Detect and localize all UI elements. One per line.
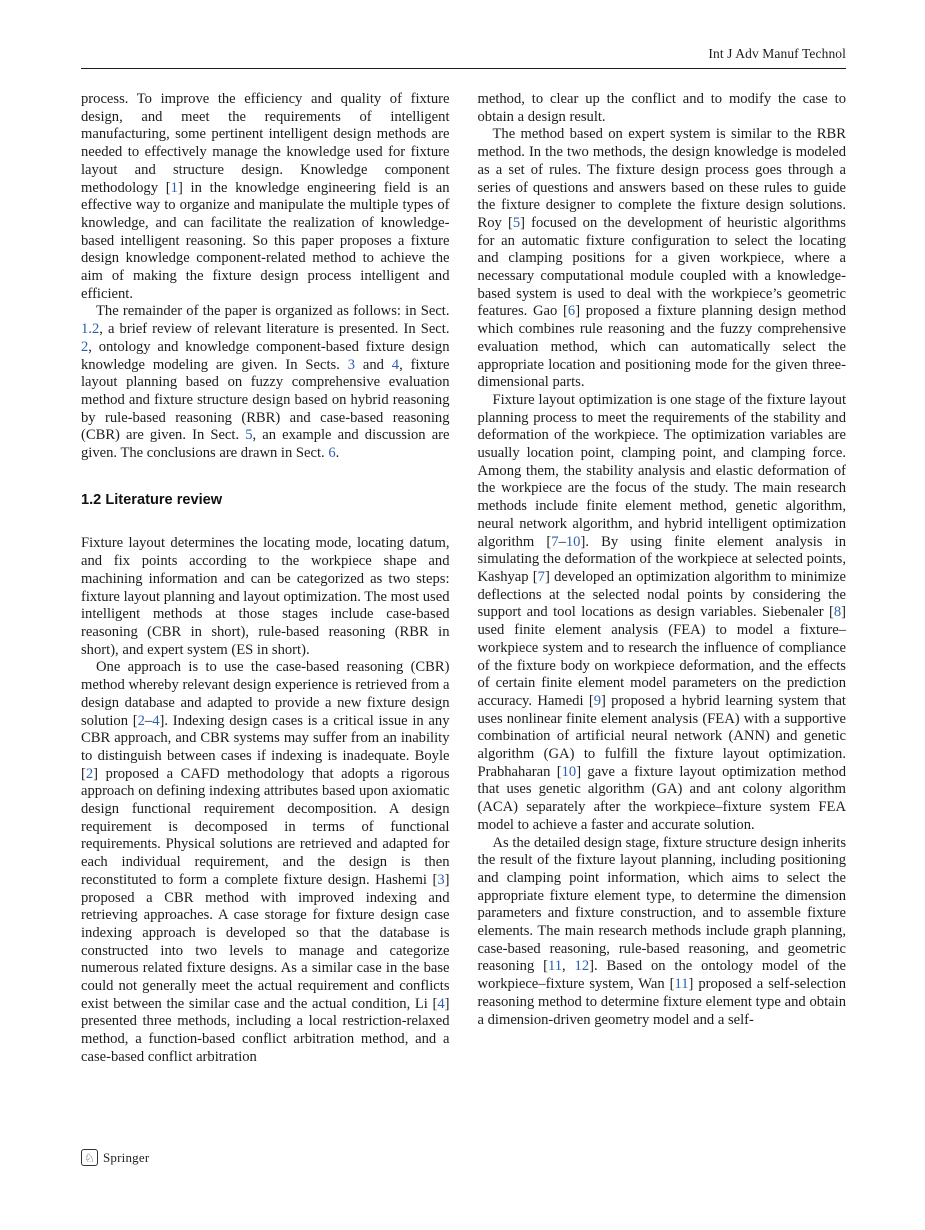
citation-link[interactable]: 7 (551, 533, 559, 550)
citation-link[interactable]: 10 (561, 763, 577, 780)
citation-link[interactable]: 5 (245, 427, 253, 444)
citation-link[interactable]: 11 (547, 958, 563, 975)
section-heading: 1.2 Literature review (81, 491, 223, 508)
paragraph: The method based on expert system is similar to the RBR method. In the two methods, the design knowledge is modeled as a set of rules. The fixture design process goes through a series of questions and answers based on these rules to guide the fixture designer to complete the fixture design solutions. Roy [5] focused on the development of heuristic algorithms for an automatic fixture configuration to select the locating and clamping positions for a given workpiece, where a necessary computational module coupled with a knowledge-based system is used to deal with the workpiece’s geometric features. Gao [6] proposed a fixture planning design method which combines rule reasoning and the fuzzy comprehensive evaluation method, which can automatically select the appropriate location and positioning mode for the given three-dimensional parts. (477, 126, 846, 391)
paragraph: The remainder of the paper is organized as follows: in Sect. 1.2, a brief review of relevant literature is presented. In Sect. 2, ontology and knowledge component-based fixture design knowledge modeling are given. In Sects. 3 and 4, fixture layout planning based on fuzzy comprehensive evaluation method and fixture structure design based on hybrid reasoning by rule-based reasoning (RBR) and case-based reasoning (CBR) are given. In Sect. 5, an example and discussion are given. The conclusions are drawn in Sect. 6. (81, 303, 450, 462)
citation-link[interactable]: 4 (391, 356, 400, 373)
citation-link[interactable]: 2 (81, 338, 89, 355)
citation-link[interactable]: 11 (674, 976, 689, 993)
citation-link[interactable]: 8 (833, 604, 842, 621)
page-footer (81, 1149, 149, 1166)
header-rule (81, 68, 846, 69)
citation-link[interactable]: 2 (85, 765, 94, 782)
citation-link[interactable]: 4 (152, 712, 160, 729)
paragraph: Fixture layout optimization is one stage of the fixture layout planning process to meet the requirements of the stability and deformation of the workpiece. The optimization variables are usually location point, clamping point, and clamping force. Among them, the stability analysis and elastic deformation of the workpiece are the focus of the study. The main research methods include finite element method, genetic algorithm, neural network algorithm, and hybrid intelligent optimization algorithm [7–10]. By using finite element analysis in simulating the deformation of the workpiece at selected points, Kashyap [7] developed an optimization algorithm to minimize deflections at the selected nodal points by considering the support and tool locations as design variables. Siebenaler [8] used finite element analysis (FEA) to model a fixture–workpiece system and to research the influence of compliance of the fixture body on workpiece deformation, and the effects of certain finite element model parameters on the prediction accuracy. Hamedi [9] proposed a hybrid learning system that uses nonlinear finite element analysis (FEA) with a supportive combination of artificial neural network (ANN) and genetic algorithm (GA) to fulfill the fixture layout optimization. Prabhaharan [10] gave a fixture layout optimization method that uses genetic algorithm (GA) and ant colony algorithm (ACA) separately after the workpiece–fixture system FEA model to achieve a faster and accurate solution. (477, 391, 846, 833)
citation-link[interactable]: 10 (565, 533, 581, 550)
publisher-name: Springer (103, 1149, 150, 1165)
citation-link[interactable]: 4 (437, 995, 445, 1012)
citation-link[interactable]: 2 (137, 712, 145, 729)
paragraph: One approach is to use the case-based reasoning (CBR) method whereby relevant design experience is retrieved from a design database and adapted to provide a new fixture design solution [2–4]. Indexing design cases is a critical issue in any CBR approach, and CBR systems may suffer from an inability to distinguish between cases if indexing is inadequate. Boyle [2] proposed a CAFD methodology that adopts a rigorous approach on defining indexing attributes based upon axiomatic design functional requirement decomposition. A design requirement is decomposed in terms of functional requirements. Physical solutions are retrieved and adapted for each individual requirement, and the design is then reconstituted to form a complete fixture design. Hashemi [3] proposed a CBR method with improved indexing and retrieving approaches. A case storage for fixture design case indexing approach is developed so that the database is constructed into two levels to manage and categorize numerous related fixture designs. As a similar case in the base could not generally meet the actual requirement and conflicts exist between the similar case and the actual condition, Li [4] presented three methods, including a local restriction-relaxed method, a function-based conflict arbitration method, and a case-based conflict arbitration (81, 659, 450, 1065)
page-header (81, 46, 846, 69)
right-column (478, 91, 847, 1067)
citation-link[interactable]: 1 (170, 179, 178, 196)
paragraph: method, to clear up the conflict and to modify the case to obtain a design result. (477, 91, 846, 125)
springer-logo-icon: ♘ (81, 1149, 98, 1166)
journal-title: Int J Adv Manuf Technol (708, 46, 846, 61)
citation-link[interactable]: 3 (347, 356, 356, 373)
citation-link[interactable]: 9 (593, 692, 601, 709)
left-column (81, 91, 450, 1067)
paragraph: As the detailed design stage, fixture structure design inherits the result of the fixture layout planning, including positioning and clamping point information, which aims to select the appropriate fixture element type, to determine the dimension parameters and fixture construction, and to assemble fixture elements. The main research methods include graph planning, case-based reasoning, rule-based reasoning, and geometric reasoning [11, 12]. Based on the ontology model of the workpiece–fixture system, Wan [11] proposed a self-selection reasoning method to determine fixture element type and obtain a dimension-driven geometry model and a self- (477, 834, 846, 1028)
citation-link[interactable]: 6 (328, 445, 336, 462)
citation-link[interactable]: 7 (537, 568, 545, 585)
paragraph: process. To improve the efficiency and quality of fixture design, and meet the requirements of intelligent manufacturing, some pertinent intelligent design methods are needed to effectively manage the knowledge used for fixture layout and structure design. Knowledge component methodology [1] in the knowledge engineering field is an effective way to organize and manipulate the multiple types of knowledge, and can facilitate the realization of knowledge-based intelligent reasoning. So this paper proposes a fixture design knowledge component-related method to achieve the aim of making the fixture design process intelligent and efficient. (81, 91, 450, 302)
citation-link[interactable]: 5 (512, 214, 521, 231)
citation-link[interactable]: 12 (574, 958, 590, 975)
article-body (81, 91, 846, 1067)
paragraph: Fixture layout determines the locating mode, locating datum, and fix points according to the workpiece shape and machining information and can be categorized as two steps: fixture layout planning and layout optimization. The most used intelligent methods at those stages include case-based reasoning (CBR in short), rule-based reasoning (RBR in short), and expert system (ES in short). (81, 535, 450, 658)
citation-link[interactable]: 6 (567, 303, 576, 320)
citation-link[interactable]: 3 (437, 871, 445, 888)
citation-link[interactable]: 1.2 (81, 321, 100, 338)
